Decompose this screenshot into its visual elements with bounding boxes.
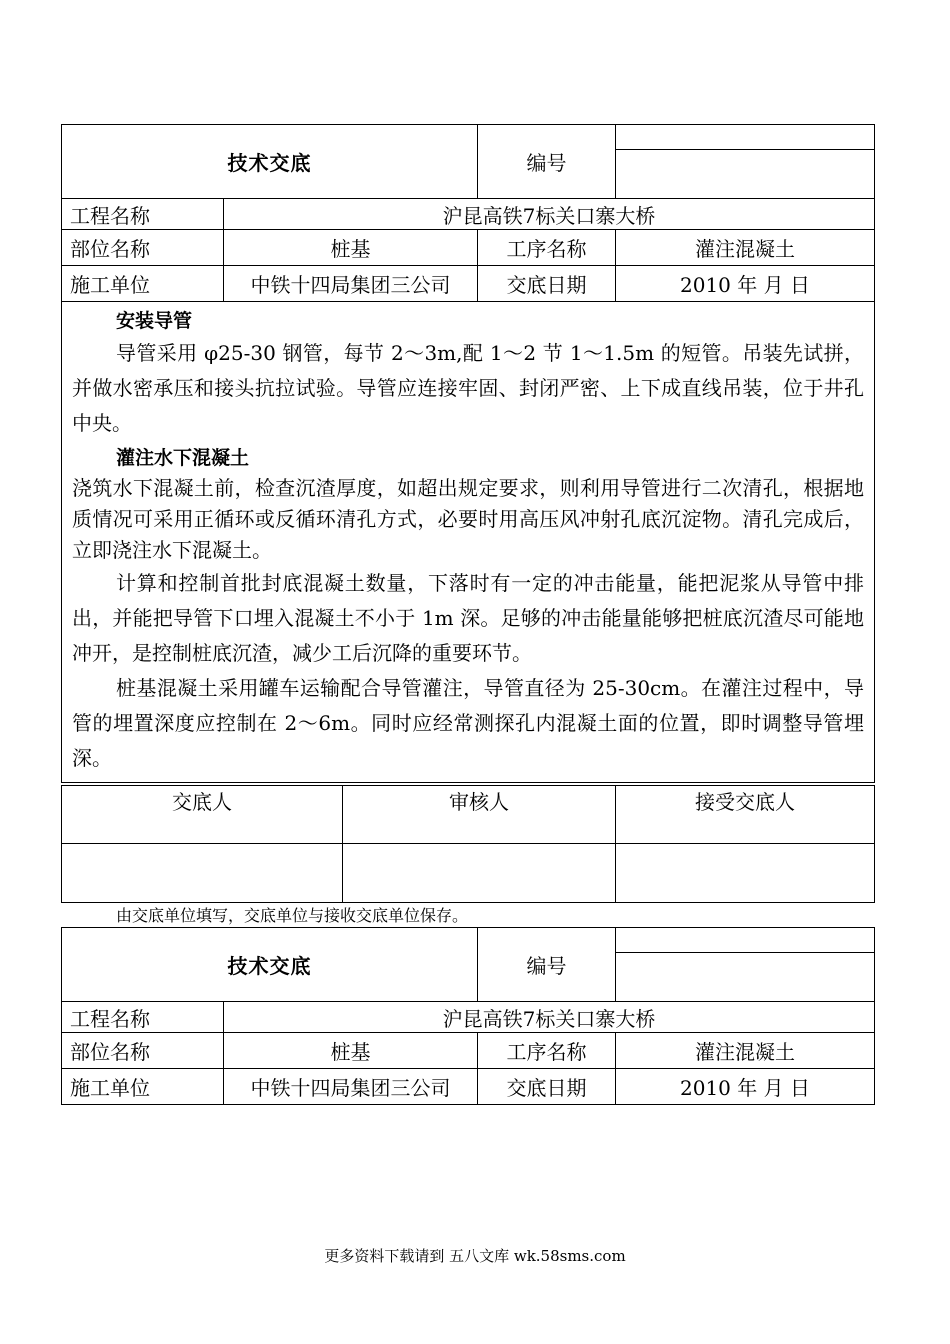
reviewer-label: 审核人 xyxy=(343,786,616,844)
disclosure-date-value: 2010 年 月 日 xyxy=(616,1069,875,1105)
section-heading-pour-concrete: 灌注水下混凝土 xyxy=(116,447,250,469)
process-name-value: 灌注混凝土 xyxy=(616,1033,875,1069)
section-text-pour-1: 浇筑水下混凝土前，检查沉渣厚度，如超出规定要求，则利用导管进行二次清孔，根据地质情况可采用正循环或反循环清孔方式，必要时用高压风冲射孔底沉淀物。清孔完成后，立即浇注水下混凝土。 xyxy=(72,476,864,562)
process-name-value: 灌注混凝土 xyxy=(616,230,875,266)
project-name-label: 工程名称 xyxy=(62,199,224,230)
form-title: 技术交底 xyxy=(62,928,478,1002)
form-title: 技术交底 xyxy=(62,125,478,199)
disclosure-date-value: 2010 年 月 日 xyxy=(616,266,875,302)
discloser-signature[interactable] xyxy=(62,844,343,903)
part-name-value: 桩基 xyxy=(224,230,478,266)
number-cell[interactable] xyxy=(616,928,875,1002)
disclosure-form-1 xyxy=(61,124,875,783)
disclosure-content xyxy=(62,302,875,783)
number-cell[interactable] xyxy=(616,125,875,199)
section-text-pour-3: 桩基混凝土采用罐车运输配合导管灌注，导管直径为 25-30cm。在灌注过程中，导管的埋置深度应控制在 2～6m。同时应经常测探孔内混凝土面的位置，即时调整导管埋深。 xyxy=(72,676,864,770)
number-label: 编号 xyxy=(478,125,616,199)
construction-unit-value: 中铁十四局集团三公司 xyxy=(224,1069,478,1105)
project-name-label: 工程名称 xyxy=(62,1002,224,1033)
disclosure-form-2 xyxy=(61,927,875,1105)
form-note: 由交底单位填写，交底单位与接收交底单位保存。 xyxy=(116,906,469,925)
project-name-value: 沪昆高铁7标关口寨大桥 xyxy=(224,1002,875,1033)
part-name-label: 部位名称 xyxy=(62,230,224,266)
page-footer: 更多资料下载请到 五八文库 wk.58sms.com xyxy=(324,1247,626,1265)
section-heading-install-pipe: 安装导管 xyxy=(116,310,193,332)
part-name-label: 部位名称 xyxy=(62,1033,224,1069)
process-name-label: 工序名称 xyxy=(478,1033,616,1069)
construction-unit-label: 施工单位 xyxy=(62,266,224,302)
number-label: 编号 xyxy=(478,928,616,1002)
discloser-label: 交底人 xyxy=(62,786,343,844)
receiver-signature[interactable] xyxy=(616,844,875,903)
section-text-pour-2: 计算和控制首批封底混凝土数量，下落时有一定的冲击能量，能把泥浆从导管中排出，并能把导管下口埋入混凝土不小于 1m 深。足够的冲击能量能够把桩底沉渣尽可能地冲开，是控制桩底沉渣，减少工后沉降的重要环节。 xyxy=(72,571,864,665)
construction-unit-label: 施工单位 xyxy=(62,1069,224,1105)
reviewer-signature[interactable] xyxy=(343,844,616,903)
process-name-label: 工序名称 xyxy=(478,230,616,266)
project-name-value: 沪昆高铁7标关口寨大桥 xyxy=(224,199,875,230)
construction-unit-value: 中铁十四局集团三公司 xyxy=(224,266,478,302)
disclosure-date-label: 交底日期 xyxy=(478,1069,616,1105)
receiver-label: 接受交底人 xyxy=(616,786,875,844)
disclosure-date-label: 交底日期 xyxy=(478,266,616,302)
part-name-value: 桩基 xyxy=(224,1033,478,1069)
section-text-install-pipe: 导管采用 φ25-30 钢管，每节 2～3m,配 1～2 节 1～1.5m 的短管。吊装先试拼，并做水密承压和接头抗拉试验。导管应连接牢固、封闭严密、上下成直线吊装，位于井孔中央。 xyxy=(72,341,864,435)
signature-table xyxy=(61,785,875,903)
